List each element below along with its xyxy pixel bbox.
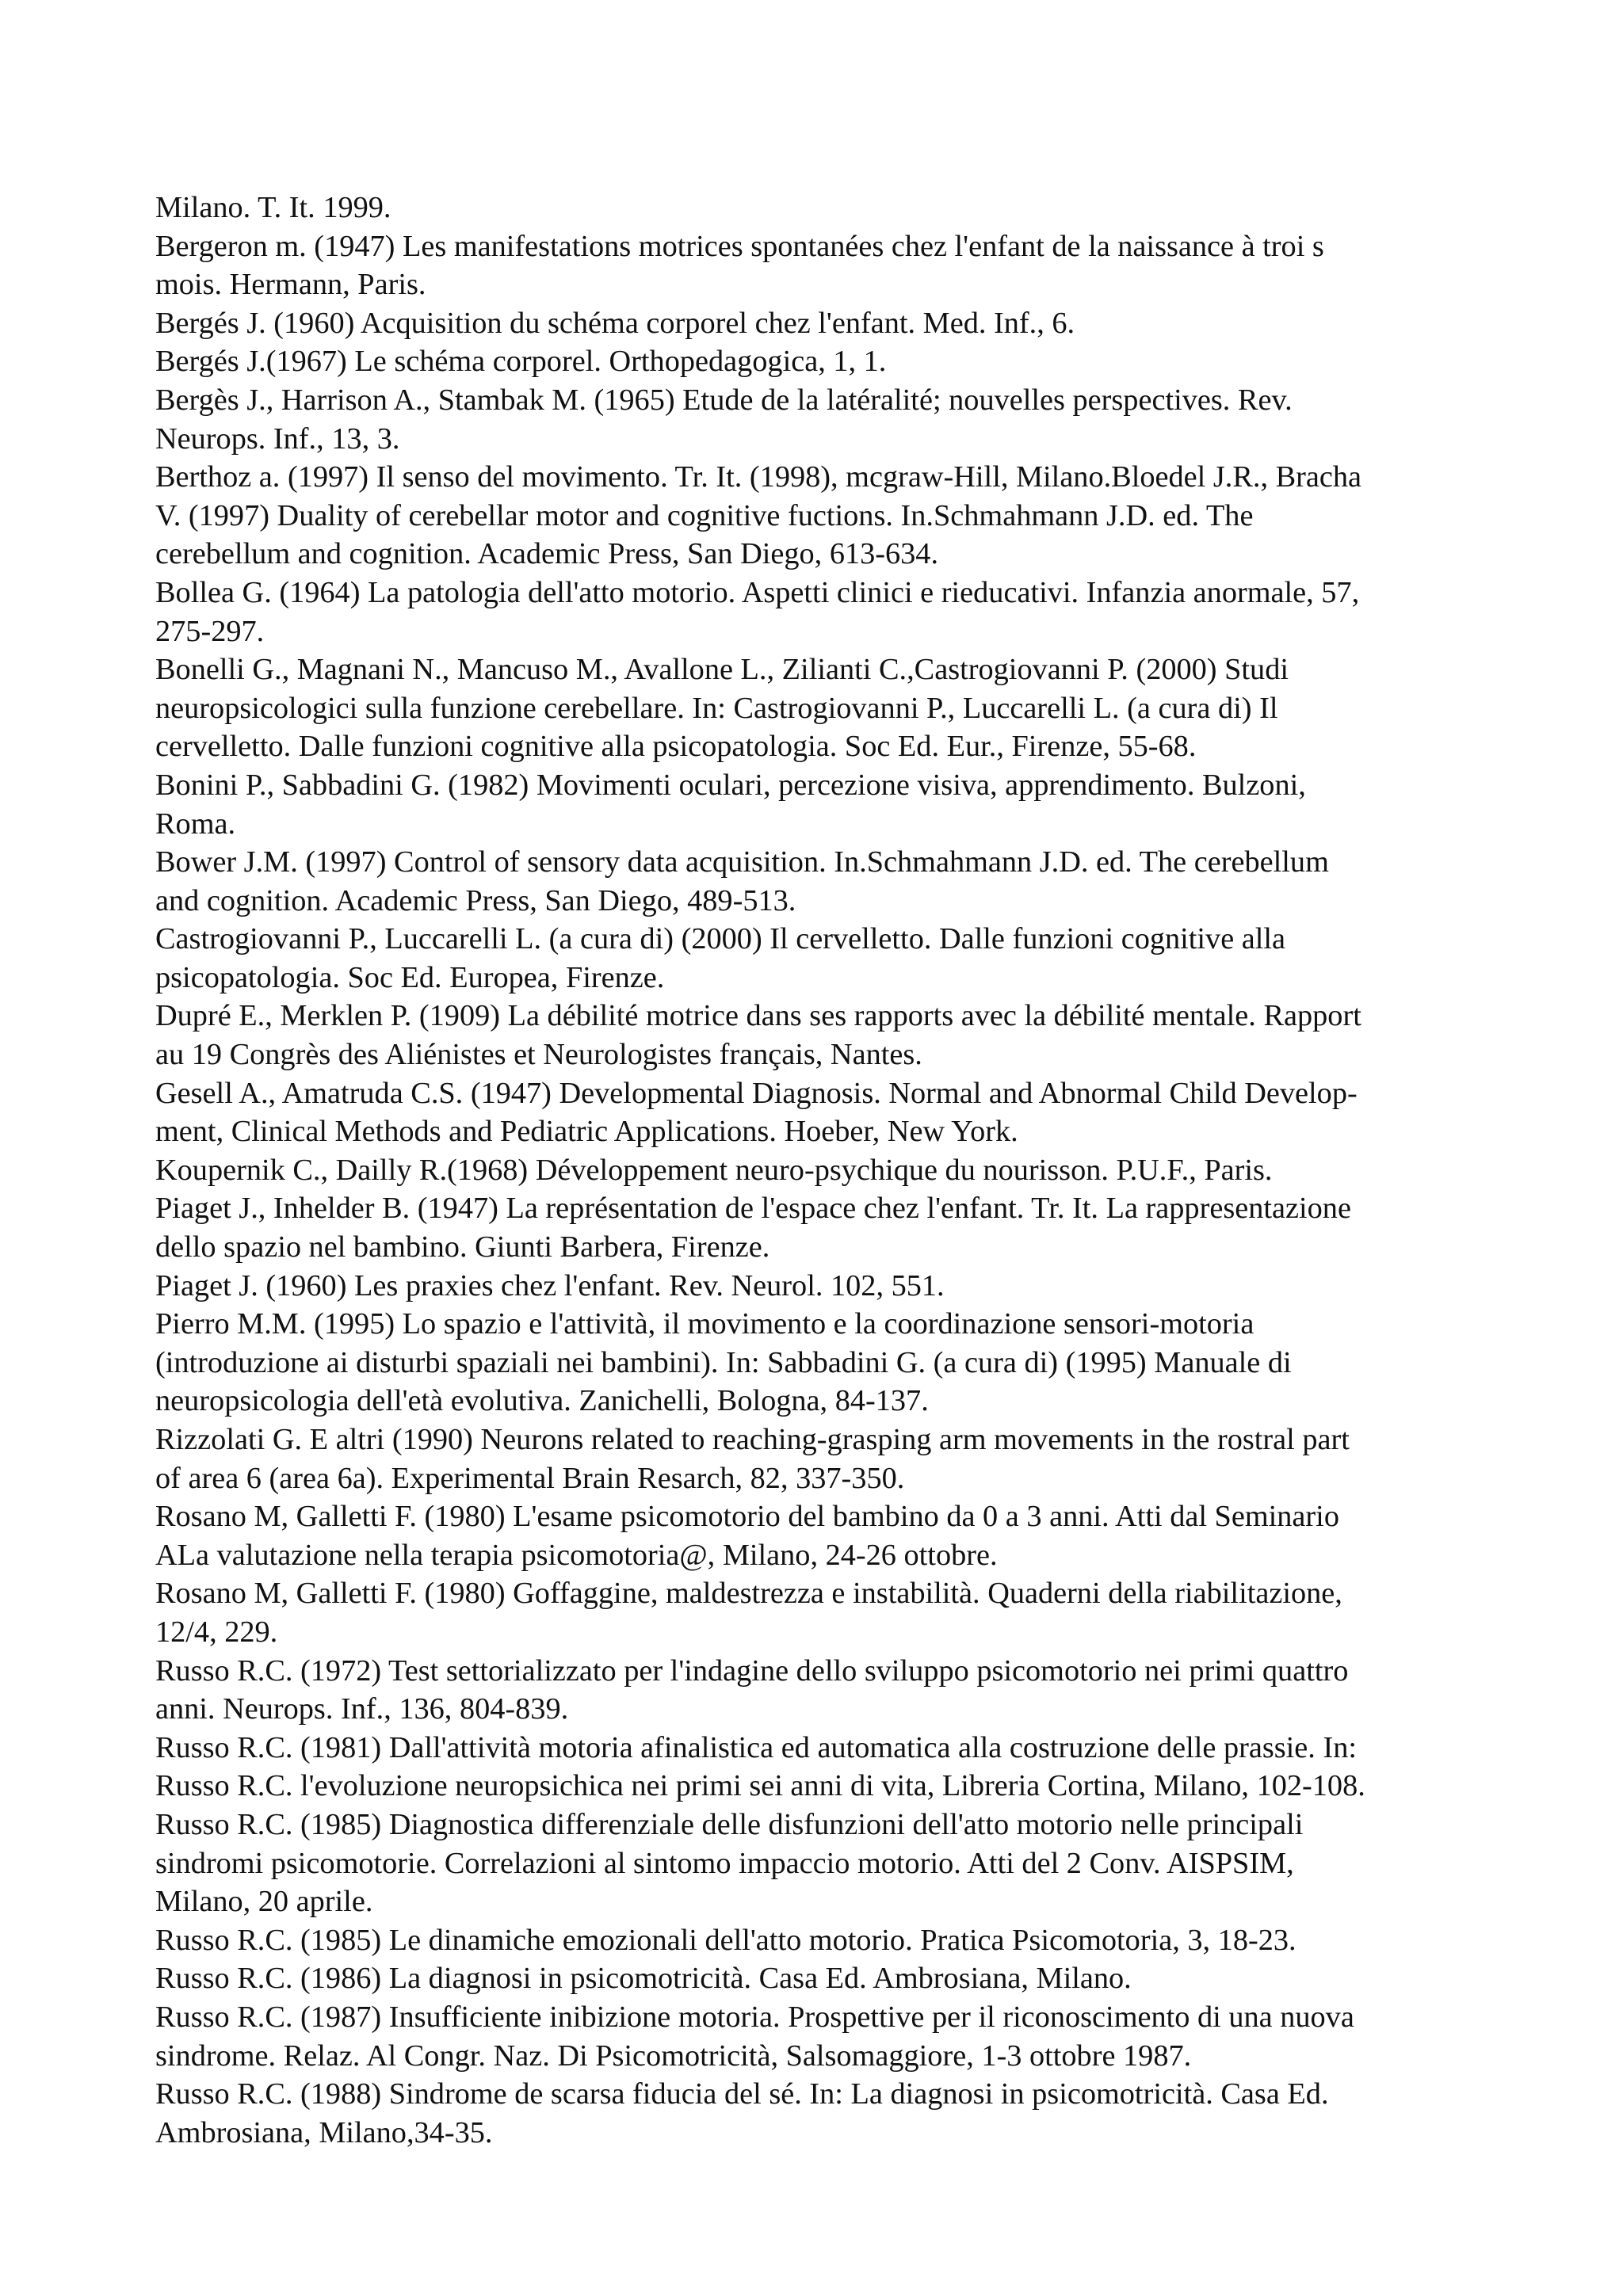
reference-line: Rosano M, Galletti F. (1980) L'esame psicomotorio del bambino da 0 a 3 anni. Atti dal Seminario — [155, 1500, 1339, 1534]
reference-line: au 19 Congrès des Aliénistes et Neurologistes français, Nantes. — [155, 1038, 922, 1072]
reference-line: Bonini P., Sabbadini G. (1982) Movimenti oculari, percezione visiva, apprendimento. Bulzoni, — [155, 768, 1306, 802]
reference-line: Berthoz a. (1997) Il senso del movimento. Tr. It. (1998), mcgraw-Hill, Milano.Bloedel J.R., Bracha — [155, 460, 1362, 494]
reference-line: Rosano M, Galletti F. (1980) Goffaggine, maldestrezza e instabilità. Quaderni della riabilitazione, — [155, 1577, 1342, 1611]
reference-line: Gesell A., Amatruda C.S. (1947) Developmental Diagnosis. Normal and Abnormal Child Develop- — [155, 1076, 1358, 1110]
reference-line: Castrogiovanni P., Luccarelli L. (a cura di) (2000) Il cervelletto. Dalle funzioni cognitive alla — [155, 922, 1286, 956]
reference-entry — [155, 1574, 1503, 1651]
reference-entry — [155, 650, 1503, 766]
reference-line: Piaget J., Inhelder B. (1947) La représentation de l'espace chez l'enfant. Tr. It. La rappresentazione — [155, 1192, 1351, 1226]
reference-line: Dupré E., Merklen P. (1909) La débilité motrice dans ses rapports avec la débilité mentale. Rapport — [155, 999, 1361, 1033]
reference-line: Russo R.C. (1988) Sindrome de scarsa fiducia del sé. In: La diagnosi in psicomotricità. Casa Ed. — [155, 2077, 1329, 2111]
reference-line: ALa valutazione nella terapia psicomotoria@, Milano, 24-26 ottobre. — [155, 1538, 998, 1572]
reference-line: Russo R.C. (1986) La diagnosi in psicomotricità. Casa Ed. Ambrosiana, Milano. — [155, 1962, 1132, 1996]
reference-entry — [155, 2075, 1503, 2152]
reference-entry — [155, 1305, 1503, 1421]
reference-entry — [155, 997, 1503, 1074]
reference-entry — [155, 843, 1503, 920]
reference-line: Russo R.C. (1985) Le dinamiche emozionali dell'atto motorio. Pratica Psicomotoria, 3, 18-23. — [155, 1923, 1296, 1957]
reference-line: ment, Clinical Methods and Pediatric Applications. Hoeber, New York. — [155, 1115, 1018, 1149]
reference-entry — [155, 766, 1503, 843]
reference-entry — [155, 342, 1503, 381]
reference-entry — [155, 1189, 1503, 1266]
reference-line: Piaget J. (1960) Les praxies chez l'enfant. Rev. Neurol. 102, 551. — [155, 1268, 945, 1302]
reference-entry — [155, 1421, 1503, 1497]
reference-entry — [155, 1921, 1503, 1960]
reference-entry — [155, 1267, 1503, 1306]
reference-entry — [155, 1806, 1503, 1921]
reference-line: Bollea G. (1964) La patologia dell'atto motorio. Aspetti clinici e rieducativi. Infanzia anormale, 57, — [155, 575, 1360, 609]
reference-line: Russo R.C. (1985) Diagnostica differenziale delle disfunzioni dell'atto motorio nelle principali — [155, 1807, 1304, 1841]
reference-entry — [155, 1729, 1503, 1806]
reference-entry — [155, 1497, 1503, 1574]
reference-line: neuropsicologia dell'età evolutiva. Zanichelli, Bologna, 84-137. — [155, 1384, 929, 1418]
reference-entry — [155, 1959, 1503, 1998]
reference-line: of area 6 (area 6a). Experimental Brain Resarch, 82, 337-350. — [155, 1461, 905, 1495]
reference-line: mois. Hermann, Paris. — [155, 268, 426, 302]
reference-line: and cognition. Academic Press, San Diego, 489-513. — [155, 883, 796, 917]
reference-line: Russo R.C. (1972) Test settorializzato per l'indagine dello sviluppo psicomotorio nei primi quattro — [155, 1653, 1349, 1688]
reference-entry — [155, 574, 1503, 650]
reference-line: Russo R.C. l'evoluzione neuropsichica nei primi sei anni di vita, Libreria Cortina, Milano, 102-108. — [155, 1769, 1365, 1803]
reference-line: Koupernik C., Dailly R.(1968) Développement neuro-psychique du nourisson. P.U.F., Paris. — [155, 1153, 1273, 1187]
reference-line: Ambrosiana, Milano,34-35. — [155, 2115, 493, 2149]
reference-line: Bergès J., Harrison A., Stambak M. (1965) Etude de la latéralité; nouvelles perspectives. Rev. — [155, 383, 1293, 417]
reference-entry — [155, 1998, 1503, 2075]
reference-line: Roma. — [155, 807, 236, 841]
reference-line: 275-297. — [155, 614, 265, 648]
reference-line: anni. Neurops. Inf., 136, 804-839. — [155, 1692, 569, 1726]
reference-line: sindrome. Relaz. Al Congr. Naz. Di Psicomotricità, Salsomaggiore, 1-3 ottobre 1987. — [155, 2039, 1192, 2073]
reference-line: cerebellum and cognition. Academic Press, San Diego, 613-634. — [155, 537, 939, 571]
reference-entry — [155, 304, 1503, 343]
reference-entry — [155, 1151, 1503, 1190]
reference-entry — [155, 1652, 1503, 1729]
reference-line: (introduzione ai disturbi spaziali nei bambini). In: Sabbadini G. (a cura di) (1995) Manuale di — [155, 1345, 1292, 1379]
reference-line: Rizzolati G. E altri (1990) Neurons related to reaching-grasping arm movements in the rostral part — [155, 1423, 1350, 1456]
reference-line: V. (1997) Duality of cerebellar motor and cognitive fuctions. In.Schmahmann J.D. ed. The — [155, 498, 1254, 532]
reference-line: Milano. T. It. 1999. — [155, 191, 391, 224]
reference-line: Bergés J. (1960) Acquisition du schéma corporel chez l'enfant. Med. Inf., 6. — [155, 306, 1075, 340]
reference-entry — [155, 189, 1503, 227]
reference-line: Bergés J.(1967) Le schéma corporel. Orthopedagogica, 1, 1. — [155, 345, 887, 379]
reference-line: Pierro M.M. (1995) Lo spazio e l'attività, il movimento e la coordinazione sensori-motoria — [155, 1307, 1254, 1341]
reference-entry — [155, 920, 1503, 997]
reference-line: psicopatologia. Soc Ed. Europea, Firenze. — [155, 960, 665, 994]
reference-entry — [155, 227, 1503, 304]
reference-entry — [155, 1074, 1503, 1151]
reference-entry — [155, 381, 1503, 458]
reference-line: cervelletto. Dalle funzioni cognitive alla psicopatologia. Soc Ed. Eur., Firenze, 55-68. — [155, 730, 1197, 764]
reference-line: dello spazio nel bambino. Giunti Barbera, Firenze. — [155, 1230, 770, 1264]
reference-line: Bonelli G., Magnani N., Mancuso M., Avallone L., Zilianti C.,Castrogiovanni P. (2000) Studi — [155, 653, 1289, 687]
reference-line: Russo R.C. (1981) Dall'attività motoria afinalistica ed automatica alla costruzione delle prassie. In: — [155, 1730, 1357, 1764]
reference-line: Milano, 20 aprile. — [155, 1885, 373, 1919]
reference-list — [155, 189, 1503, 2152]
reference-line: Bergeron m. (1947) Les manifestations motrices spontanées chez l'enfant de la naissance à troi s — [155, 229, 1324, 263]
reference-line: 12/4, 229. — [155, 1615, 278, 1649]
reference-line: neuropsicologici sulla funzione cerebellare. In: Castrogiovanni P., Luccarelli L. (a cura di) Il — [155, 691, 1278, 725]
reference-line: sindromi psicomotorie. Correlazioni al sintomo impaccio motorio. Atti del 2 Conv. AISPSIM, — [155, 1846, 1294, 1880]
reference-entry — [155, 458, 1503, 574]
reference-line: Russo R.C. (1987) Insufficiente inibizione motoria. Prospettive per il riconoscimento di una nuova — [155, 2000, 1354, 2034]
reference-line: Bower J.M. (1997) Control of sensory data acquisition. In.Schmahmann J.D. ed. The cerebellum — [155, 845, 1329, 879]
reference-line: Neurops. Inf., 13, 3. — [155, 421, 400, 456]
